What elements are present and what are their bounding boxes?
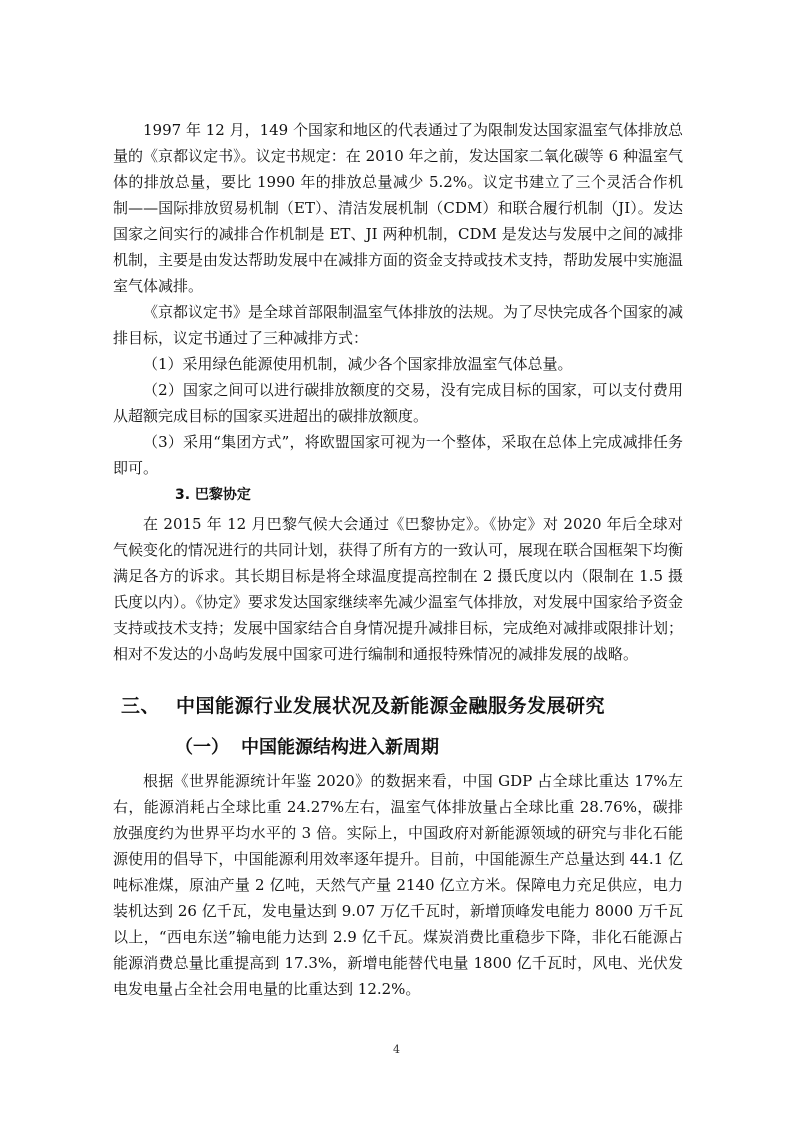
kyoto-section-body bbox=[113, 117, 683, 481]
kyoto-methods-intro-paragraph: 《京都议定书》是全球首部限制温室气体排放的法规。为了尽快完成各个国家的减排目标，议定书通过了三种减排方式： bbox=[113, 303, 684, 347]
list-item: （2）国家之间可以进行碳排放额度的交易，没有完成目标的国家，可以支付费用从超额完成目标的国家买进超出的碳排放额度。 bbox=[113, 381, 683, 425]
subsection-heading bbox=[175, 734, 439, 762]
section-title: 中国能源行业发展状况及新能源金融服务发展研究 bbox=[176, 695, 606, 717]
list-item: （3）采用“集团方式”，将欧盟国家可视为一个整体，采取在总体上完成减排任务即可。 bbox=[113, 433, 683, 477]
china-energy-body bbox=[113, 768, 683, 1002]
page-number: 4 bbox=[393, 1043, 400, 1056]
paris-section-body bbox=[113, 511, 683, 667]
paris-agreement-paragraph: 在 2015 年 12 月巴黎气候大会通过《巴黎协定》。《协定》对 2020 年后全球对气候变化的情况进行的共同计划，获得了所有方的一致认可，展现在联合国框架下均衡满足各方的诉求。其长期目标是将全球温度提高控制在 2 摄氏度以内（限制在 1.5 摄氏度以内）。《协定》要求发达国家继续率先减少温室气体排放，对发展中国家给予资金支持或技术支持；发展中国家结合自身情况提升减排目标，完成绝对减排或限排计划；相对不发达的小岛屿发展中国家可进行编制和通报特殊情况的减排发展的战略。 bbox=[113, 515, 684, 663]
list-item: （1）采用绿色能源使用机制，减少各个国家排放温室气体总量。 bbox=[143, 355, 573, 373]
subsection-title: 中国能源结构进入新周期 bbox=[241, 737, 439, 758]
kyoto-protocol-paragraph: 1997 年 12 月，149 个国家和地区的代表通过了为限制发达国家温室气体排放总量的《京都议定书》。议定书规定：在 2010 年之前，发达国家二氧化碳等 6 种温室气体的排放总量，要比 1990 年的排放总量减少 5.2%。议定书建立了三个灵活合作机制——国际排放贸易机制（ET）、清洁发展机制（CDM）和联合履行机制（JI）。发达国家之间实行的减排合作机制是 ET、JI 两种机制，CDM 是发达与发展中之间的减排机制，主要是由发达帮助发展中在减排方面的资金支持或技术支持，帮助发展中实施温室气体减排。 bbox=[113, 121, 684, 295]
subsection-number: （一） bbox=[175, 737, 229, 758]
section-heading bbox=[121, 692, 605, 720]
china-energy-paragraph: 根据《世界能源统计年鉴 2020》的数据来看，中国 GDP 占全球比重达 17%左右，能源消耗占全球比重 24.27%左右，温室气体排放量占全球比重 28.76%，碳排放强度约为世界平均水平的 3 倍。实际上，中国政府对新能源领域的研究与非化石能源使用的倡导下，中国能源利用效率逐年提升。目前，中国能源生产总量达到 44.1 亿吨标准煤，原油产量 2 亿吨，天然气产量 2140 亿立方米。保障电力充足供应，电力装机达到 26 亿千瓦，发电量达到 9.07 万亿千瓦时，新增顶峰发电能力 8000 万千瓦以上，“西电东送”输电能力达到 2.9 亿千瓦。煤炭消费比重稳步下降，非化石能源占能源消费总量比重提高到 17.3%，新增电能替代电量 1800 亿千瓦时，风电、光伏发电发电量占全社会用电量的比重达到 12.2%。 bbox=[113, 772, 683, 998]
paris-agreement-subheading: 3. 巴黎协定 bbox=[175, 487, 251, 503]
section-number: 三、 bbox=[121, 695, 161, 717]
